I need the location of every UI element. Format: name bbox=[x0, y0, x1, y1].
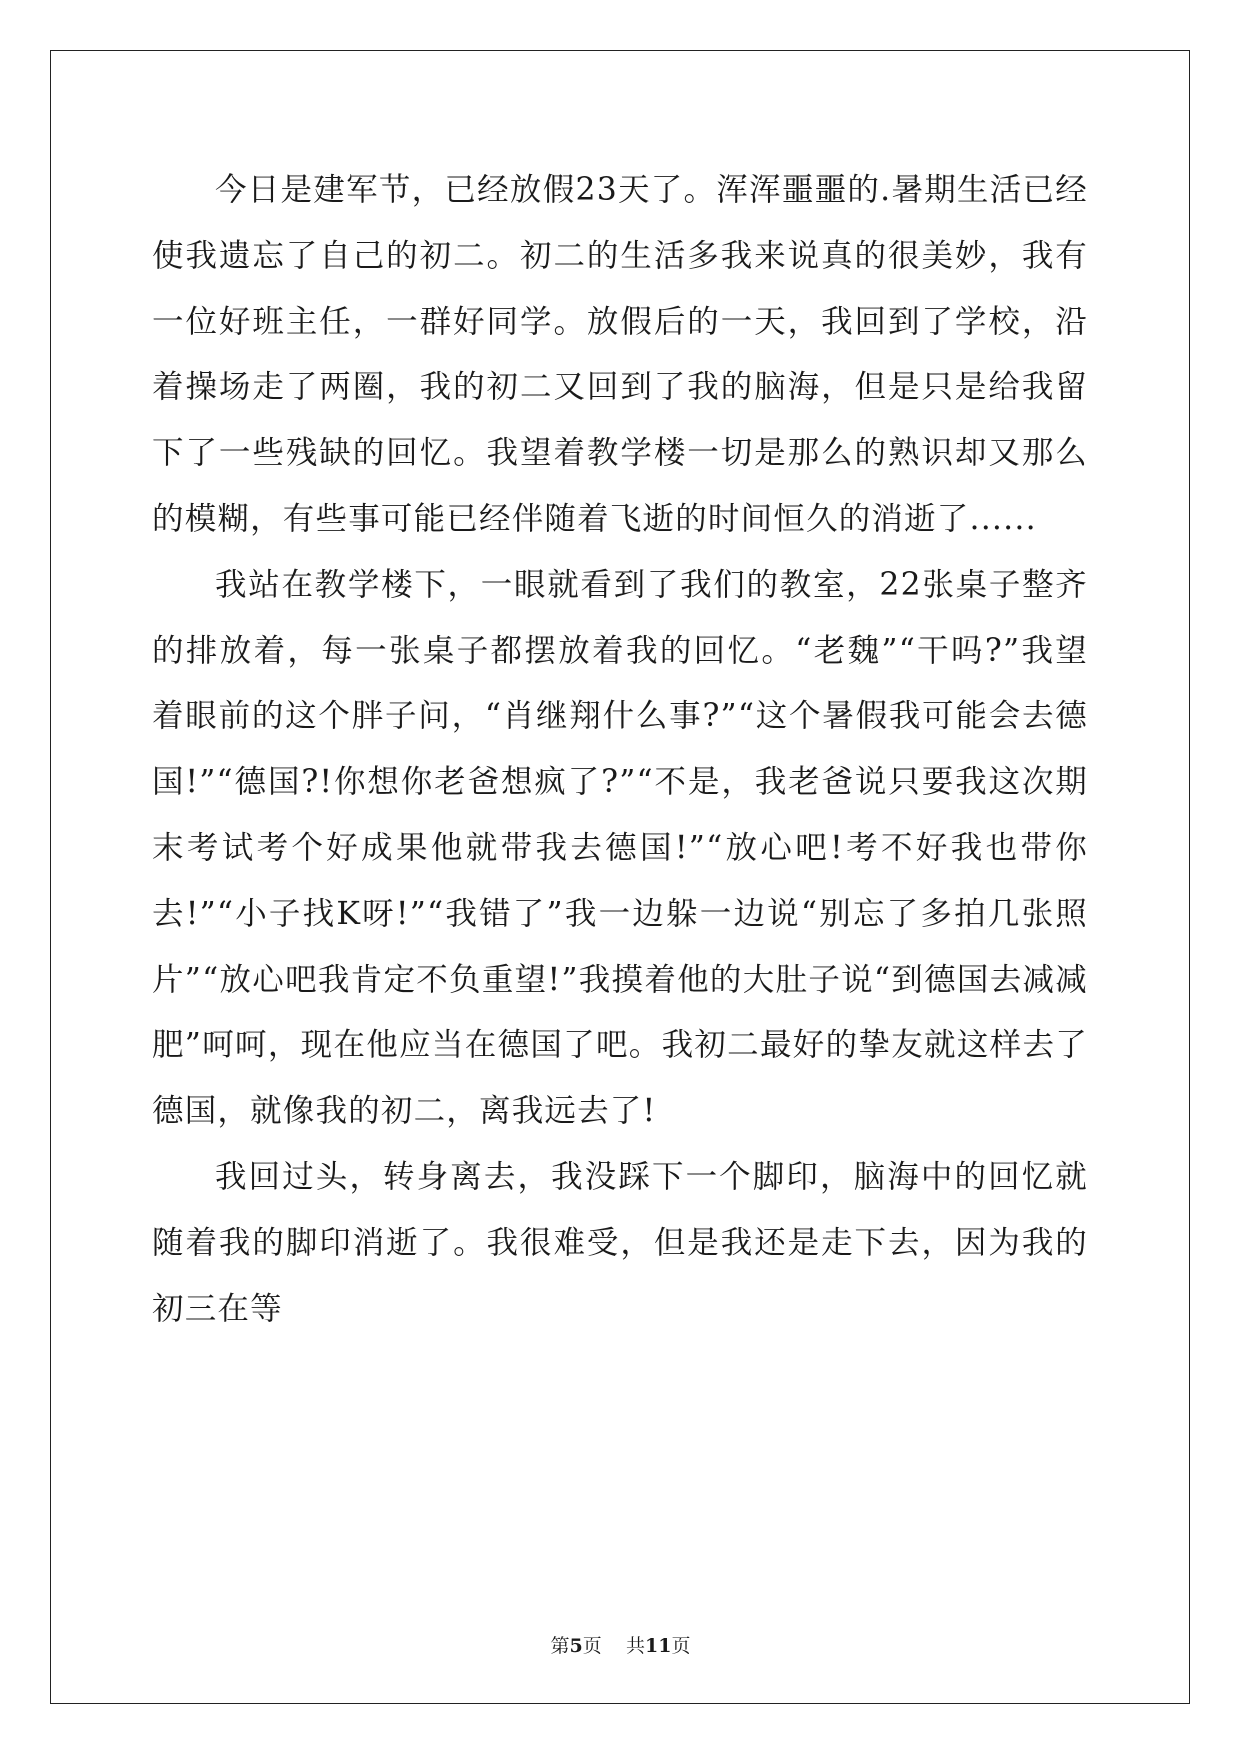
paragraph-2: 我站在教学楼下，一眼就看到了我们的教室，22张桌子整齐的排放着，每一张桌子都摆放着我的回忆。“老魏”“干吗?”我望着眼前的这个胖子问，“肖继翔什么事?”“这个暑假我可能会去德国!”“德国?!你想你老爸想疯了?”“不是，我老爸说只要我这次期末考试考个好成果他就带我去德国!”“放心吧!考不好我也带你去!”“小子找K呀!”“我错了”我一边躲一边说“别忘了多拍几张照片”“放心吧我肯定不负重望!”我摸着他的大肚子说“到德国去减减肥”呵呵，现在他应当在德国了吧。我初二最好的挚友就这样去了德国，就像我的初二，离我远去了! bbox=[152, 566, 1088, 1130]
footer-total-prefix: 共 bbox=[625, 1635, 645, 1657]
paragraph-3: 我回过头，转身离去，我没踩下一个脚印，脑海中的回忆就随着我的脚印消逝了。我很难受，但是我还是走下去，因为我的初三在等 bbox=[152, 1158, 1088, 1327]
footer-page-unit: 页 bbox=[582, 1635, 602, 1657]
total-pages-number: 11 bbox=[644, 1635, 672, 1657]
current-page-number: 5 bbox=[569, 1635, 583, 1657]
page-footer bbox=[0, 1634, 1241, 1658]
paragraph-1: 今日是建军节，已经放假23天了。浑浑噩噩的.暑期生活已经使我遗忘了自己的初二。初二的生活多我来说真的很美妙，我有一位好班主任，一群好同学。放假后的一天，我回到了学校，沿着操场走了两圈，我的初二又回到了我的脑海，但是只是给我留下了一些残缺的回忆。我望着教学楼一切是那么的熟识却又那么的模糊，有些事可能已经伴随着飞逝的时间恒久的消逝了...... bbox=[152, 172, 1088, 537]
footer-prefix: 第 bbox=[550, 1635, 570, 1657]
footer-total-unit: 页 bbox=[671, 1635, 691, 1657]
document-body bbox=[152, 158, 1088, 1342]
